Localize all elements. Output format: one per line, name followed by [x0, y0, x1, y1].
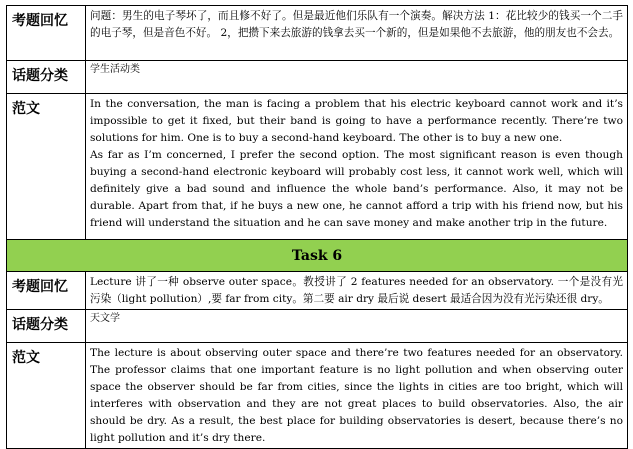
- task-title: Task 6: [7, 240, 628, 272]
- row-label-recall: 考题回忆: [7, 272, 86, 310]
- recall-text: Lecture 讲了一种 observe outer space。教授讲了 2 features needed for an observatory. 一个是没有光污染（light pollution）,要 far from city。第二要 air dry 最后说 desert 最适合因为没有光污染还很 dry。: [86, 272, 628, 310]
- table-row: [7, 272, 628, 310]
- row-label-category: 话题分类: [7, 61, 86, 94]
- task-header-row: [7, 240, 628, 272]
- row-label-sample: 范文: [7, 94, 86, 240]
- table-row: [7, 61, 628, 94]
- row-label-sample: 范文: [7, 343, 86, 449]
- category-text: 学生活动类: [86, 61, 628, 94]
- category-text: 天文学: [86, 310, 628, 343]
- table-row: [7, 94, 628, 240]
- recall-text: 问题：男生的电子琴坏了，而且修不好了。但是最近他们乐队有一个演奏。解决方法 1：花比较少的钱买一个二手的电子琴，但是音色不好。 2，把攒下来去旅游的钱拿去买一个新的，但是如果他不去旅游，他的朋友也不会去。: [86, 6, 628, 61]
- sample-paragraph: As far as I’m concerned, I prefer the second option. The most significant reason is even though buying a second-hand electronic keyboard will probably cost less, it cannot work well, which will definitely give a bad sound and influence the whole band’s performance. Also, it may not be durable. Apart from that, if he buys a new one, he cannot afford a trip with his friend now, but his friend will understand the situation and he can save money and make another trip in the future.: [90, 149, 623, 229]
- sample-essay: [86, 94, 628, 240]
- row-label-recall: 考题回忆: [7, 6, 86, 61]
- study-notes-table: [6, 5, 628, 449]
- row-label-category: 话题分类: [7, 310, 86, 343]
- sample-paragraph: The lecture is about observing outer space and there’re two features needed for an observatory. The professor claims that one important feature is no light pollution and when observing outer space the observer should be far from cities, since the lights in cities are too bright, which will interferes with observation and they are not great places to build observatories. Also, the air should be dry. As a result, the best place for building observatories is desert, because there’s no light pollution and it’s dry there.: [90, 347, 623, 444]
- table-row: [7, 343, 628, 449]
- table-row: [7, 6, 628, 61]
- table-row: [7, 310, 628, 343]
- sample-essay: [86, 343, 628, 449]
- sample-paragraph: In the conversation, the man is facing a problem that his electric keyboard cannot work and it’s impossible to get it fixed, but their band is going to have a performance recently. There’re two solutions for him. One is to buy a second-hand keyboard. The other is to buy a new one.: [90, 98, 623, 144]
